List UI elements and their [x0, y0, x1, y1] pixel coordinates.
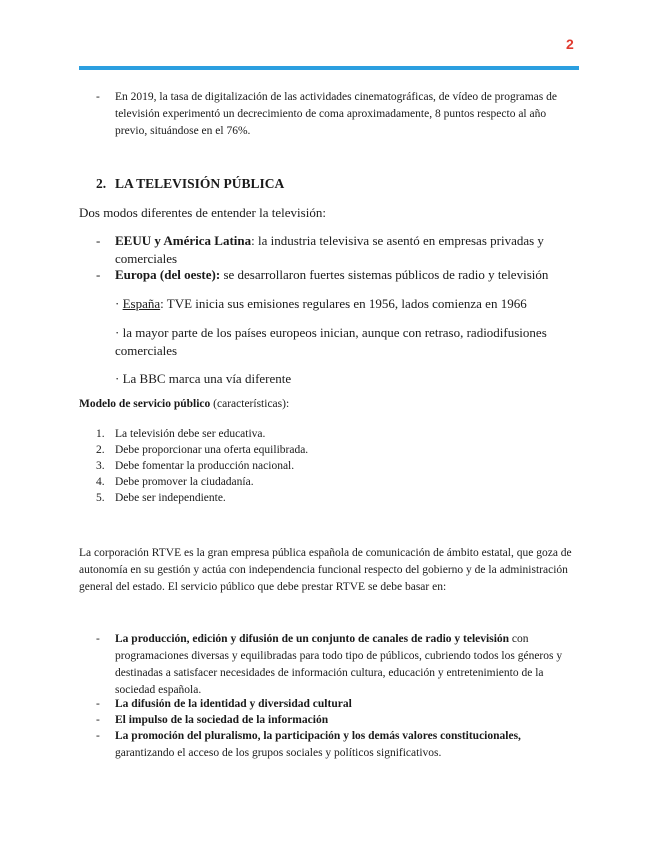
rtve-bullet [79, 631, 579, 699]
spain-label: España [122, 296, 161, 311]
list-item-number: 1. [96, 428, 105, 440]
list-item-number: 5. [96, 492, 105, 504]
rtve-bullet [79, 728, 579, 762]
model-item-bold: EEUU y América Latina [115, 233, 252, 248]
list-item-number: 3. [96, 460, 105, 472]
list-item-text: Debe promover la ciudadanía. [115, 476, 254, 488]
model-item-rest: se desarrollaron fuertes sistemas públicos de radio y televisión [220, 267, 549, 282]
section-number: 2. [96, 176, 107, 191]
service-model-heading [79, 398, 579, 410]
model-item-usa [79, 232, 579, 268]
service-model-title: Modelo de servicio público [79, 398, 211, 410]
europe-point-bbc: · La BBC marca una vía diferente [115, 371, 292, 386]
intro-bullet-text: En 2019, la tasa de digitalización de las actividades cinematográficas, de vídeo de programas de televisión experimentó un decrecimiento de coma aproximadamente, 8 puntos respecto al año previo, situándose en el 76%. [115, 91, 557, 137]
bullet-dash: - [96, 91, 100, 103]
list-item-number: 2. [96, 444, 105, 456]
rtve-bullet-rest: con programaciones diversas y equilibradas para todo tipo de públicos, cubriendo todos los géneros y destinadas a satisfacer necesidades de información cultura, educación y entretenimiento de la sociedad española. [115, 633, 563, 696]
list-item-number: 4. [96, 476, 105, 488]
section-title: LA TELEVISIÓN PÚBLICA [115, 176, 285, 191]
rtve-bullet [79, 712, 579, 729]
page-number: 2 [566, 36, 574, 52]
bullet-dash: - [96, 714, 100, 726]
model-item-rest: : la industria televisiva se asentó en empresas privadas y comerciales [115, 233, 544, 266]
list-item-text: La televisión debe ser educativa. [115, 428, 266, 440]
bullet-dash: - [96, 633, 100, 645]
service-model-subtitle: (características): [210, 398, 290, 410]
rtve-bullet-rest: garantizando el acceso de los grupos sociales y políticos significativos. [115, 747, 442, 759]
lead-text: Dos modos diferentes de entender la televisión: [79, 205, 326, 220]
model-item-europe [79, 266, 579, 284]
list-item-text: Debe proporcionar una oferta equilibrada. [115, 444, 309, 456]
rtve-bullet-bold: El impulso de la sociedad de la información [115, 714, 329, 726]
bullet-dash: - [96, 730, 100, 742]
list-item-text: Debe ser independiente. [115, 492, 226, 504]
model-item-bold: Europa (del oeste): [115, 267, 221, 282]
list-item-text: Debe fomentar la producción nacional. [115, 460, 295, 472]
rtve-bullet [79, 696, 579, 713]
bullet-dash: - [96, 267, 101, 282]
europe-point-spain: · España: TVE inicia sus emisiones regulares en 1956, lados comienza en 1966 [115, 296, 527, 311]
rtve-paragraph: La corporación RTVE es la gran empresa pública española de comunicación de ámbito estatal, que goza de autonomía en su gestión y actúa con independencia funcional respecto del gobierno y de la administración general del estado. El servicio público que debe prestar RTVE se debe basar en: [79, 547, 572, 593]
rtve-bullet-bold: La promoción del pluralismo, la participación y los demás valores constitucionales, [115, 730, 521, 742]
bullet-dash: - [96, 698, 100, 710]
header-rule [79, 66, 579, 70]
spain-text: : TVE inicia sus emisiones regulares en 1956, lados comienza en 1966 [160, 296, 527, 311]
europe-point-majority: · la mayor parte de los países europeos inician, aunque con retraso, radiodifusiones comerciales [115, 325, 547, 358]
bullet-dash: - [96, 233, 101, 248]
rtve-bullet-bold: La difusión de la identidad y diversidad cultural [115, 698, 352, 710]
intro-bullet [79, 89, 579, 140]
rtve-bullet-bold: La producción, edición y difusión de un conjunto de canales de radio y televisión [115, 633, 510, 645]
